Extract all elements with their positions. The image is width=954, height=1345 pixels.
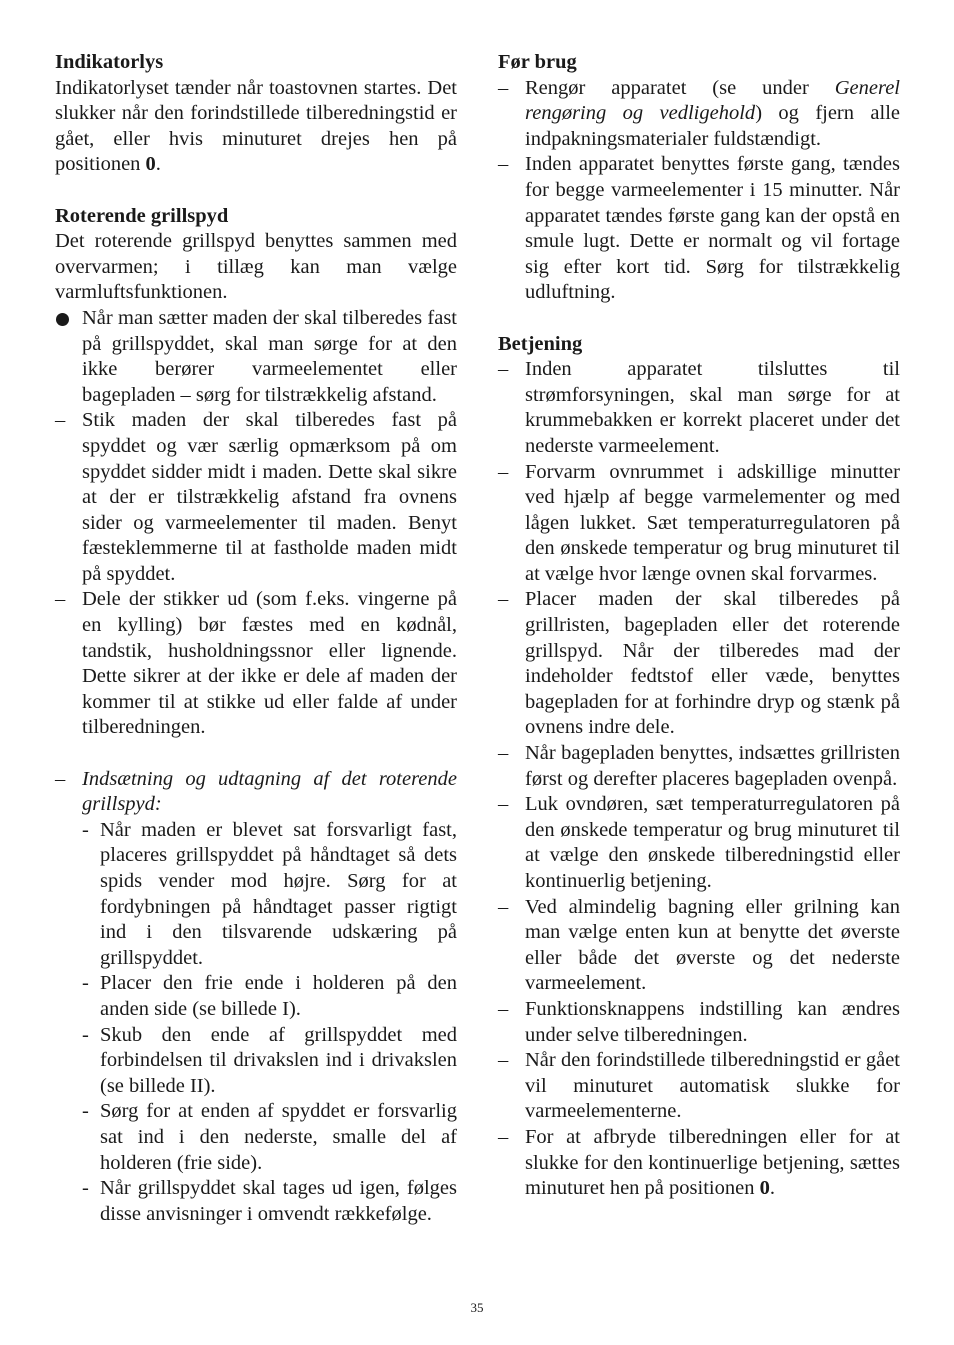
heading-betjening: Betjening bbox=[498, 332, 583, 355]
sub-list-item: - Sørg for at enden af spyddet er forsvarlig sat ind i den nederste, smalle del af holderen (frie side). bbox=[82, 1100, 457, 1174]
bullet-icon bbox=[56, 313, 69, 326]
list-item: – Funktionsknappens indstilling kan ændres under selve tilberedningen. bbox=[498, 997, 900, 1046]
heading-for-brug: Før brug bbox=[498, 51, 577, 73]
betjening-list bbox=[498, 357, 900, 1202]
sub-list-item: - Når grillspyddet skal tages ud igen, følges disse anvisninger i omvendt rækkefølge. bbox=[82, 1177, 457, 1225]
paragraph-grillspyd-intro: Det roterende grillspyd benyttes sammen med overvarmen; i tillæg kan man vælge varmluftsfunktionen. bbox=[55, 230, 457, 304]
heading-roterende-grillspyd: Roterende grillspyd bbox=[55, 204, 229, 227]
grillspyd-list bbox=[55, 306, 457, 741]
page-number: 35 bbox=[470, 1300, 484, 1315]
grillspyd-insertion-list bbox=[55, 767, 457, 1228]
list-item: – Forvarm ovnrummet i adskillige minutter ved hjælp af begge varmelementer og med lågen lukket. Sæt temperaturregulatoren på den ønskede temperatur og brug minuturet til at vælge hvor længe ovnen skal forvarmes. bbox=[498, 460, 900, 585]
paragraph-indikatorlys: Indikatorlyset tænder når toastovnen startes. Det slukker når den forindstillede tilberedningstid er gået, eller hvis minuturet drejes hen på positionen 0. bbox=[55, 76, 457, 176]
right-column bbox=[498, 50, 900, 1202]
list-item: – Indsætning og udtagning af det roterende grillspyd: - Når maden er blevet sat forsvarligt fast, placeres grillspyddet på håndtaget så dets spids vender mod højre. Sørg for at fordybningen på håndtaget passer rigtigt ind i den tilsvarende udskæring på grillspyddet. - Placer den frie ende i holderen på den anden side (se billede I). - Skub den ende af grillspyddet med forbindelsen til drivakslen ind i drivakslen (se billede II). - Sørg for at enden af spyddet er forsvarlig sat ind i den nederste, smalle del af holderen (frie side). - Når grillspyddet skal tages ud igen, følges disse anvisninger i omvendt rækkefølge. bbox=[55, 767, 457, 1228]
heading-indikatorlys: Indikatorlys bbox=[55, 51, 164, 73]
list-item: – For at afbryde tilberedningen eller for at slukke for den kontinuerlige betjening, sættes minuturet hen på positionen 0. bbox=[498, 1125, 900, 1200]
list-item: – Placer maden der skal tilberedes på grillristen, bagepladen eller det roterende grillspyd. Når der tilberedes mad der indeholder fedtstof eller væde, benyttes bagepladen for at forhindre dryp og stænk på ovnens indre dele. bbox=[498, 588, 900, 739]
list-item: – Stik maden der skal tilberedes fast på spyddet og vær særlig opmærksom på om spyddet sidder midt i maden. Dette skal sikre at der er tilstrækkelig afstand fra ovnens sider og varmeelementer til maden. Benyt fæsteklemmerne til at fastholde maden midt på spyddet. bbox=[55, 409, 457, 585]
list-item: – Rengør apparatet (se under Generel rengøring og vedligehold) og fjern alle indpakningsmaterialer fuldstændigt. bbox=[498, 76, 901, 150]
list-item: – Inden apparatet tilsluttes til strømforsyningen, skal man sørge for at krummebakken er korrekt placeret under det nederste varmeelement. bbox=[498, 358, 900, 457]
list-item: – Inden apparatet benyttes første gang, tændes for begge varmeelementer i 15 minutter. Når apparatet tændes første gang kan der opstå en smule lugt. Dette er normalt og vil fortage sig efter kort tid. Sørg for tilstrækkelig udluftning. bbox=[498, 153, 900, 304]
list-item: – Dele der stikker ud (som f.eks. vingerne på en kylling) bør fæstes med en kødnål, tandstik, husholdningssnor eller lignende. Dette sikrer at der ikke er dele af maden der kommer til at stikke ud eller falde af under tilberedningen. bbox=[55, 588, 457, 739]
list-item: – Når den forindstillede tilberedningstid er gået vil minuturet automatisk slukke for varmeelementerne. bbox=[498, 1049, 900, 1123]
list-item: – Luk ovndøren, sæt temperaturregulatoren på den ønskede temperatur og brug minuturet til at vælge den ønskede tilberedningstid eller kontinuerlig betjening. bbox=[498, 793, 900, 892]
sub-list bbox=[82, 818, 457, 1228]
for-brug-list bbox=[498, 76, 900, 306]
left-column bbox=[55, 50, 457, 1227]
sub-list-item: - Når maden er blevet sat forsvarligt fast, placeres grillspyddet på håndtaget så dets spids vender mod højre. Sørg for at fordybningen på håndtaget passer rigtigt ind i den tilsvarende udskæring på grillspyddet. bbox=[82, 818, 457, 969]
list-item: – Ved almindelig bagning eller grilning kan man vælge enten kun at benytte det øverste eller både det øverste og det nederste varmeelement. bbox=[498, 895, 900, 995]
list-item: – Når bagepladen benyttes, indsættes grillristen først og derefter placeres bagepladen ovenpå. bbox=[498, 742, 900, 790]
sub-list-item: - Skub den ende af grillspyddet med forbindelsen til drivakslen ind i drivakslen (se billede II). bbox=[82, 1023, 457, 1097]
list-item: Når man sætter maden der skal tilberedes fast på grillspyddet, skal man sørge for at den ikke berører varmeelementet eller bagepladen – sørg for tilstrækkelig afstand. bbox=[55, 306, 457, 408]
sub-list-item: - Placer den frie ende i holderen på den anden side (se billede I). bbox=[82, 972, 457, 1020]
